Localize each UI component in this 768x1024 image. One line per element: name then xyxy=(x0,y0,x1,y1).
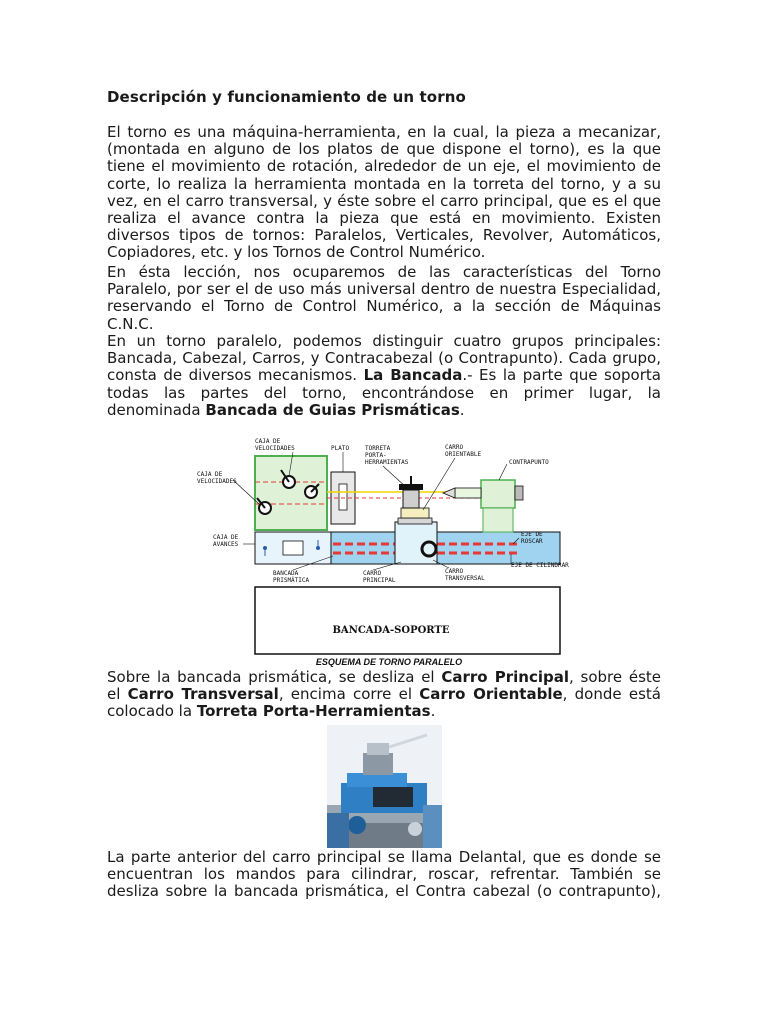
bold-term: Bancada de Guias Prismáticas xyxy=(205,400,460,419)
text-run: .- Es la parte que soporta xyxy=(462,366,661,385)
carro-transversal-box xyxy=(398,518,432,524)
text-run: . xyxy=(430,702,436,721)
text-run: denominada xyxy=(107,400,201,419)
caja-velocidades-left-label: CAJA DE xyxy=(197,471,223,478)
lathe-schematic-diagram xyxy=(193,432,586,667)
text-run: el xyxy=(107,685,121,704)
text-line: todas las partes del torno, encontrándose en primer lugar, la xyxy=(107,383,661,402)
contrapunto-label: CONTRAPUNTO xyxy=(509,459,549,466)
text-line xyxy=(107,402,661,419)
text-line: Copiadores, etc. y los Tornos de Control Numérico. xyxy=(107,243,486,262)
torreta-box xyxy=(403,490,419,508)
paragraph-carros xyxy=(107,669,661,721)
bold-term: Carro Transversal xyxy=(127,685,279,704)
carro-principal-label: CARRO xyxy=(363,570,382,577)
document-title: Descripción y funcionamiento de un torno xyxy=(107,88,466,106)
bold-term: Carro Orientable xyxy=(419,685,563,704)
diagram-caption: ESQUEMA DE TORNO PARALELO xyxy=(315,657,463,667)
svg-text:ROSCAR: ROSCAR xyxy=(521,538,543,545)
svg-text:PRINCIPAL: PRINCIPAL xyxy=(363,577,396,584)
caja-avances-label: CAJA DE xyxy=(213,534,239,541)
carro-orientable-label: CARRO xyxy=(445,444,464,451)
bancada-soporte-box xyxy=(255,587,560,654)
bold-term: Carro Principal xyxy=(441,668,570,686)
text-line: El torno es una máquina-herramienta, en la cual, la pieza a mecanizar, xyxy=(107,123,661,141)
text-line xyxy=(107,367,661,384)
text-run: , donde está xyxy=(562,685,661,704)
text-run: Sobre la bancada prismática, se desliza el xyxy=(107,668,435,686)
text-run: consta de diversos mecanismos. xyxy=(107,366,358,385)
text-line: En ésta lección, nos ocuparemos de las características del Torno xyxy=(107,263,661,281)
svg-text:AVANCES: AVANCES xyxy=(213,541,239,548)
bold-term: Torreta Porta-Herramientas xyxy=(196,702,431,721)
text-line: Paralelo, por ser el de uso más universal dentro de nuestra Especialidad, xyxy=(107,280,661,299)
bold-term: La Bancada xyxy=(363,366,463,385)
torreta-label: TORRETA xyxy=(365,445,391,452)
paragraph-delantal xyxy=(107,849,661,901)
carro-orientable-box xyxy=(401,508,429,518)
text-line: desliza sobre la bancada prismática, el Contra cabezal (o contrapunto), xyxy=(107,882,661,901)
text-line: realiza el avance contra la pieza que está en movimiento. Existen xyxy=(107,209,661,228)
text-line: Bancada, Cabezal, Carros, y Contracabezal (o Contrapunto). Cada grupo, xyxy=(107,349,661,368)
paragraph-lesson-scope xyxy=(107,264,661,333)
bancada-soporte-label: BANCADA-SOPORTE xyxy=(332,625,450,636)
text-line: vez, en el carro transversal, y éste sobre el carro principal, que es el que xyxy=(107,191,661,210)
svg-text:VELOCIDADES: VELOCIDADES xyxy=(197,478,237,485)
text-line: encuentran los mandos para cilindrar, roscar, refrentar. También se xyxy=(107,865,661,884)
text-run: , encima corre el xyxy=(278,685,413,704)
text-line: En un torno paralelo, podemos distinguir cuatro grupos principales: xyxy=(107,332,661,350)
text-line: tiene el movimiento de rotación, alrededor de un eje, el movimiento de xyxy=(107,157,661,176)
text-line xyxy=(107,703,661,720)
eje-cilindrar-label: EJE DE CILINDRAR xyxy=(511,562,569,569)
text-line: reservando el Torno de Control Numérico, a la sección de Máquinas xyxy=(107,297,661,316)
svg-text:TRANSVERSAL: TRANSVERSAL xyxy=(445,575,485,582)
paragraph-main-groups xyxy=(107,333,661,419)
text-run: colocado la xyxy=(107,702,193,721)
text-run: , sobre éste xyxy=(569,668,661,686)
paragraph-intro xyxy=(107,124,661,262)
text-line xyxy=(107,686,661,703)
torreta-photo xyxy=(327,725,442,848)
svg-text:ORIENTABLE: ORIENTABLE xyxy=(445,451,482,458)
text-line xyxy=(107,669,661,686)
carro-transversal-label: CARRO xyxy=(445,568,464,575)
bancada-prismatica-label: BANCADA xyxy=(273,570,299,577)
text-line: diversos tipos de tornos: Paralelos, Verticales, Revolver, Automáticos, xyxy=(107,226,661,245)
svg-text:VELOCIDADES: VELOCIDADES xyxy=(255,445,295,452)
svg-text:PRISMÁTICA: PRISMÁTICA xyxy=(273,577,310,584)
plato-label: PLATO xyxy=(331,445,350,452)
caja-velocidades-top-label: CAJA DE xyxy=(255,438,281,445)
svg-text:HERRAMIENTAS: HERRAMIENTAS xyxy=(365,459,409,466)
text-line: C.N.C. xyxy=(107,314,154,333)
eje-roscar-label: EJE DE xyxy=(521,531,543,538)
text-line: La parte anterior del carro principal se llama Delantal, que es donde se xyxy=(107,848,661,866)
svg-text:PORTA-: PORTA- xyxy=(365,452,387,459)
contrapunto-box xyxy=(481,480,515,508)
text-line: corte, lo realiza la herramienta montada en la torreta del torno, y a su xyxy=(107,174,661,193)
text-line: (montada en alguno de los platos de que dispone el torno), es la que xyxy=(107,140,661,159)
text-run: . xyxy=(459,400,465,419)
